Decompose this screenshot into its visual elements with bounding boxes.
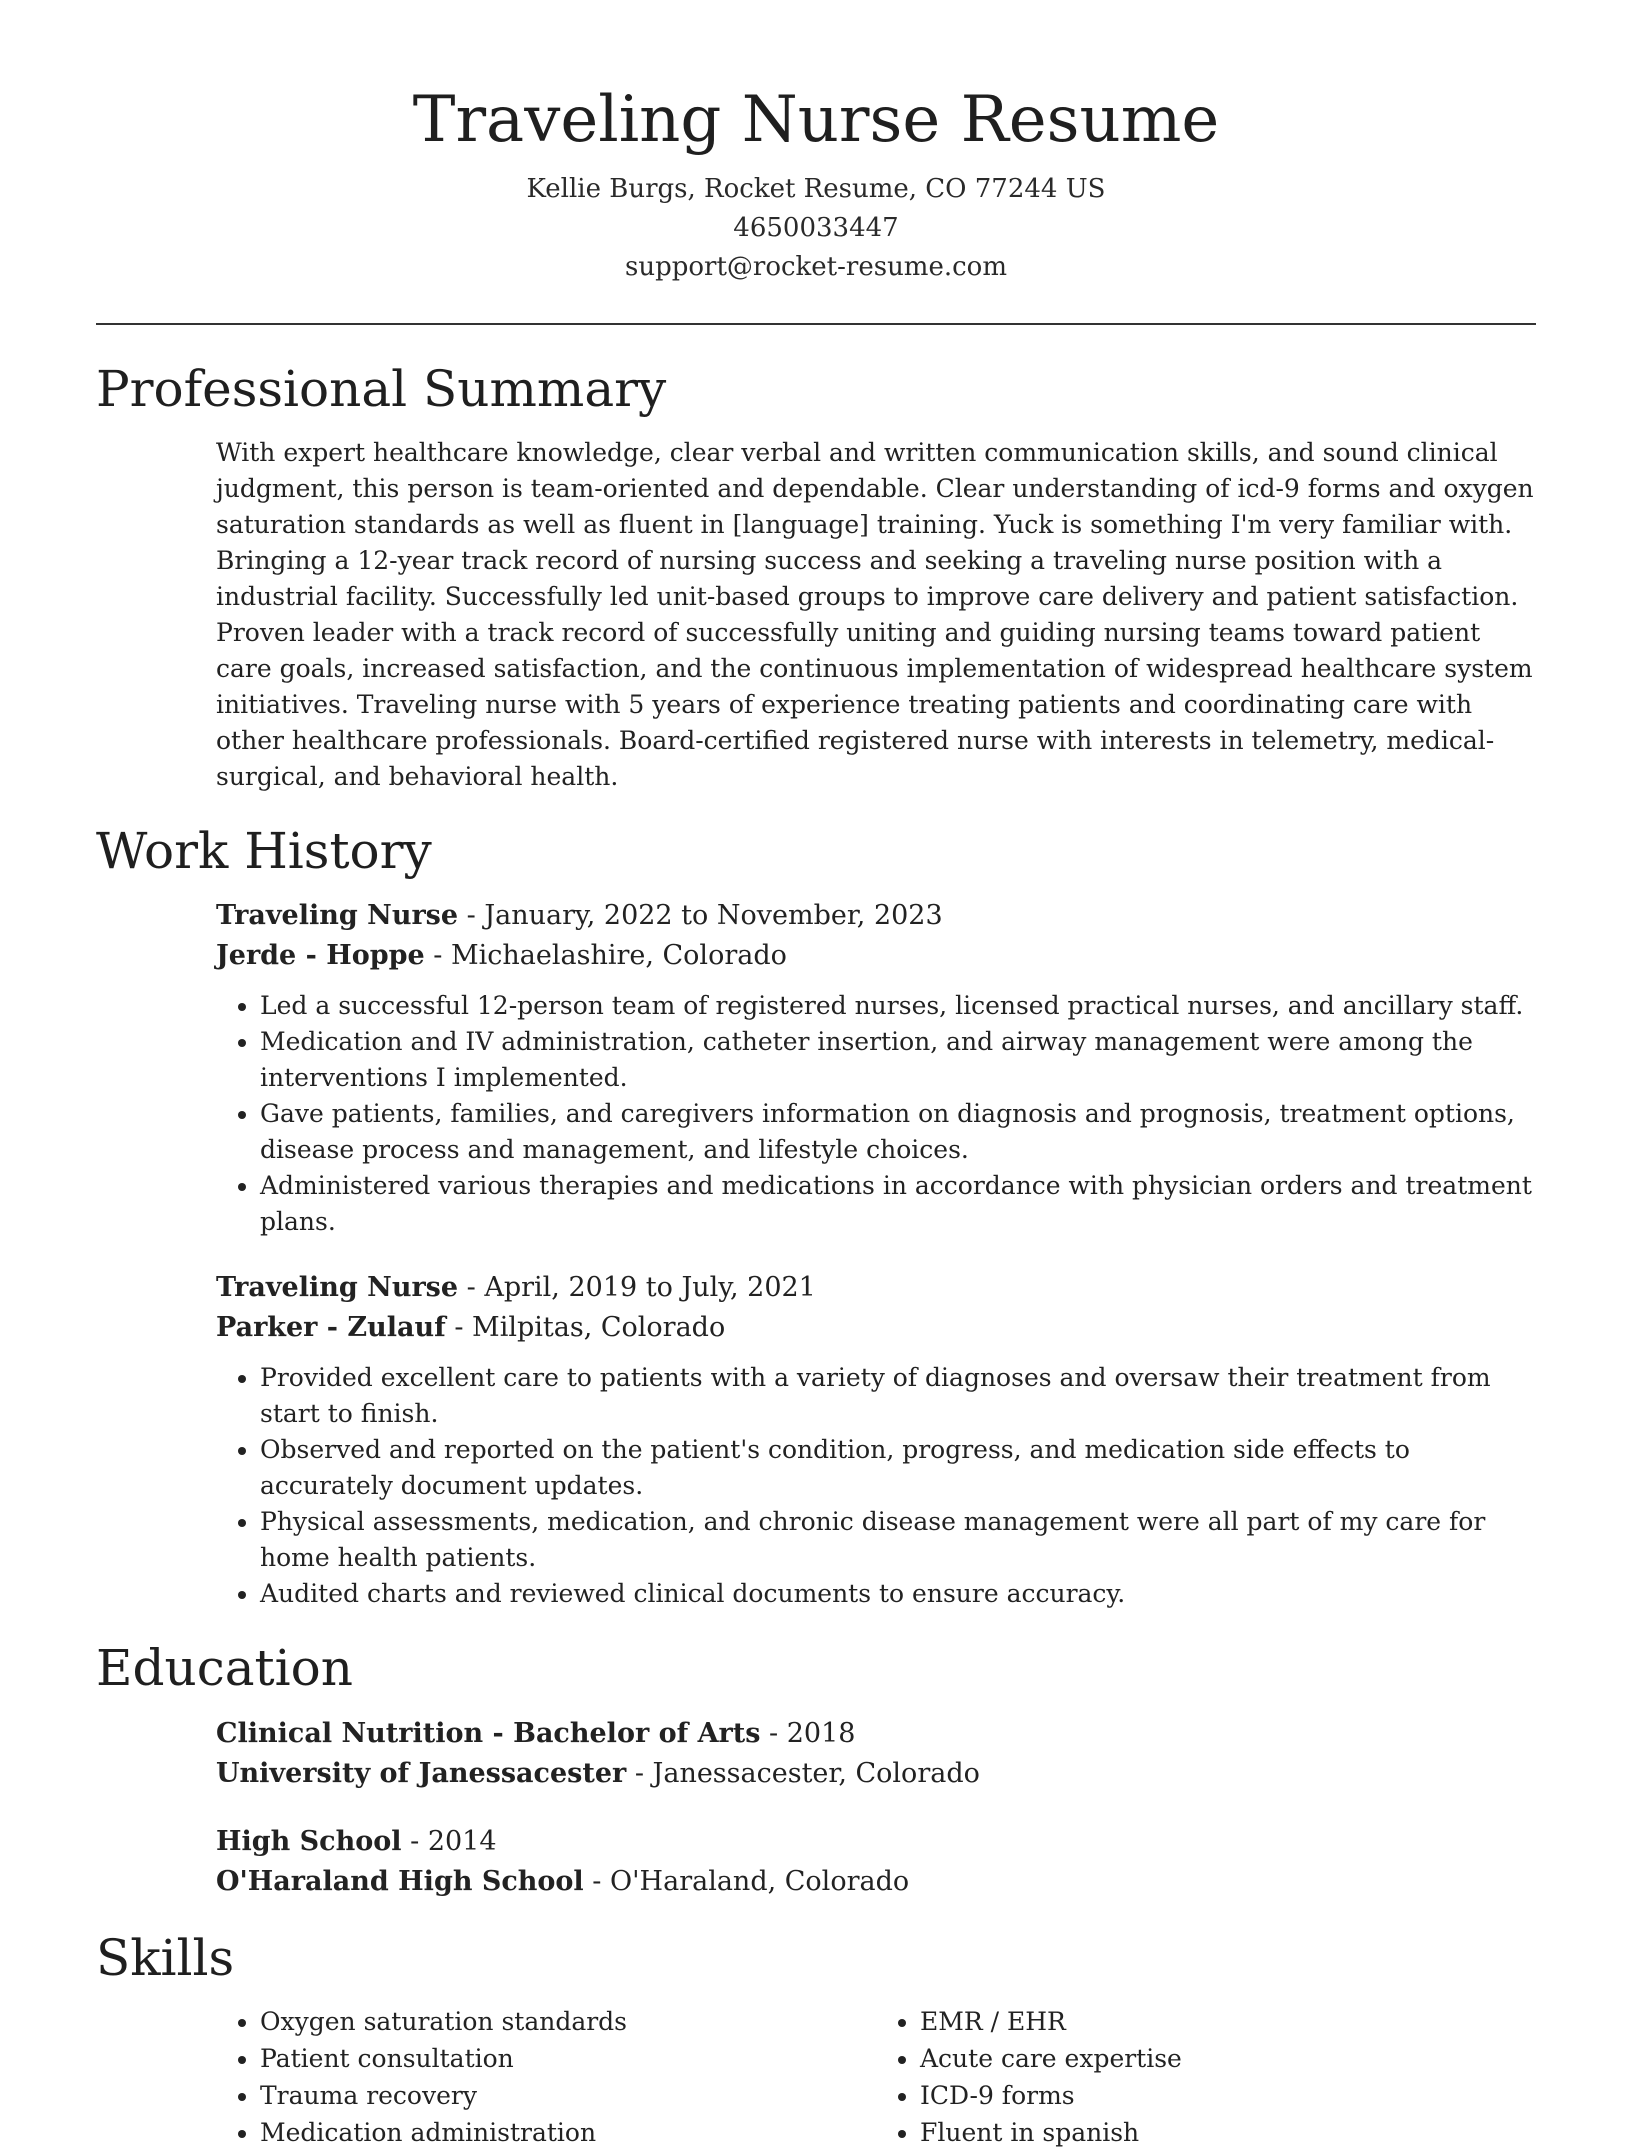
header-divider [96, 323, 1536, 325]
education-school: O'Haraland High School [216, 1866, 584, 1897]
skill-item: • Medication administration [260, 2114, 876, 2151]
document-title: Traveling Nurse Resume [96, 80, 1536, 160]
list-item: • Physical assessments, medication, and chronic disease management were all part of my care for home health patients. [260, 1504, 1536, 1576]
summary-text: With expert healthcare knowledge, clear verbal and written communication skills, and sound clinical judgment, this person is team-oriented and dependable. Clear understanding of icd-9 forms and oxygen saturation standards as well as fluent in [language] training. Yuck is something I'm very familiar with. Bringing a 12-year track record of nursing success and seeking a traveling nurse position with a industrial facility. Successfully led unit-based groups to improve care delivery and patient satisfaction. Proven leader with a track record of successfully uniting and guiding nursing teams toward patient care goals, increased satisfaction, and the continuous implementation of widespread healthcare system initiatives. Traveling nurse with 5 years of experience treating patients and coordinating care with other healthcare professionals. Board-certified registered nurse with interests in telemetry, medical-surgical, and behavioral health. [216, 435, 1536, 795]
skills-column-left [216, 2003, 876, 2151]
skill-item: • Fluent in spanish [920, 2114, 1536, 2151]
list-item: • Led a successful 12-person team of registered nurses, licensed practical nurses, and ancillary staff. [260, 988, 1536, 1024]
job-dates: - January, 2022 to November, 2023 [458, 900, 943, 931]
education-entry [216, 1714, 1536, 1794]
job-location: - Michaelashire, Colorado [425, 940, 787, 971]
skills-column-right [876, 2003, 1536, 2151]
job-title: Traveling Nurse [216, 900, 458, 931]
skills-grid [216, 2003, 1536, 2151]
list-item: • Gave patients, families, and caregivers information on diagnosis and prognosis, treatment options, disease process and management, and lifestyle choices. [260, 1096, 1536, 1168]
education-body [216, 1714, 1536, 1902]
job-dates: - April, 2019 to July, 2021 [458, 1272, 816, 1303]
contact-email: support@rocket-resume.com [96, 248, 1536, 287]
summary-heading: Professional Summary [96, 361, 1536, 419]
education-school: University of Janessacester [216, 1758, 626, 1789]
work-history-section [96, 823, 1536, 1613]
skill-item: • EMR / EHR [920, 2003, 1536, 2040]
education-degree: Clinical Nutrition - Bachelor of Arts [216, 1718, 760, 1749]
education-heading: Education [96, 1640, 1536, 1698]
skill-item: • Acute care expertise [920, 2040, 1536, 2077]
education-degree-line [216, 1714, 1536, 1754]
job-title-line [216, 1268, 1536, 1308]
education-school-line [216, 1754, 1536, 1794]
skill-item: • Trauma recovery [260, 2077, 876, 2114]
list-item: • Audited charts and reviewed clinical documents to ensure accuracy. [260, 1576, 1536, 1612]
list-item: • Observed and reported on the patient's condition, progress, and medication side effects to accurately document updates. [260, 1432, 1536, 1504]
list-item: • Provided excellent care to patients with a variety of diagnoses and oversaw their treatment from start to finish. [260, 1360, 1536, 1432]
resume-header [96, 80, 1536, 287]
education-year: - 2018 [760, 1718, 855, 1749]
education-year: - 2014 [402, 1826, 497, 1857]
education-location: - Janessacester, Colorado [626, 1758, 980, 1789]
skill-item: • ICD-9 forms [920, 2077, 1536, 2114]
job-location: - Milpitas, Colorado [446, 1312, 725, 1343]
job-company: Parker - Zulauf [216, 1312, 446, 1343]
job-entry [216, 1268, 1536, 1612]
education-location: - O'Haraland, Colorado [584, 1866, 909, 1897]
summary-section [96, 361, 1536, 795]
skill-item: • Patient consultation [260, 2040, 876, 2077]
work-history-heading: Work History [96, 823, 1536, 881]
skill-item: • Oxygen saturation standards [260, 2003, 876, 2040]
skills-heading: Skills [96, 1930, 1536, 1988]
job-company-line [216, 936, 1536, 976]
skills-section [96, 1930, 1536, 2151]
job-company-line [216, 1308, 1536, 1348]
job-title: Traveling Nurse [216, 1272, 458, 1303]
education-degree-line [216, 1822, 1536, 1862]
job-company: Jerde - Hoppe [216, 940, 425, 971]
job-title-line [216, 896, 1536, 936]
contact-phone: 4650033447 [96, 209, 1536, 248]
contact-address: Kellie Burgs, Rocket Resume, CO 77244 US [96, 170, 1536, 209]
list-item: • Administered various therapies and medications in accordance with physician orders and treatment plans. [260, 1168, 1536, 1240]
summary-body [216, 435, 1536, 795]
job-bullets [216, 988, 1536, 1240]
contact-info [96, 170, 1536, 287]
list-item: • Medication and IV administration, catheter insertion, and airway management were among the interventions I implemented. [260, 1024, 1536, 1096]
education-section [96, 1640, 1536, 1902]
education-degree: High School [216, 1826, 402, 1857]
job-bullets [216, 1360, 1536, 1612]
work-history-body [216, 896, 1536, 1612]
job-entry [216, 896, 1536, 1240]
education-entry [216, 1822, 1536, 1902]
education-school-line [216, 1862, 1536, 1902]
